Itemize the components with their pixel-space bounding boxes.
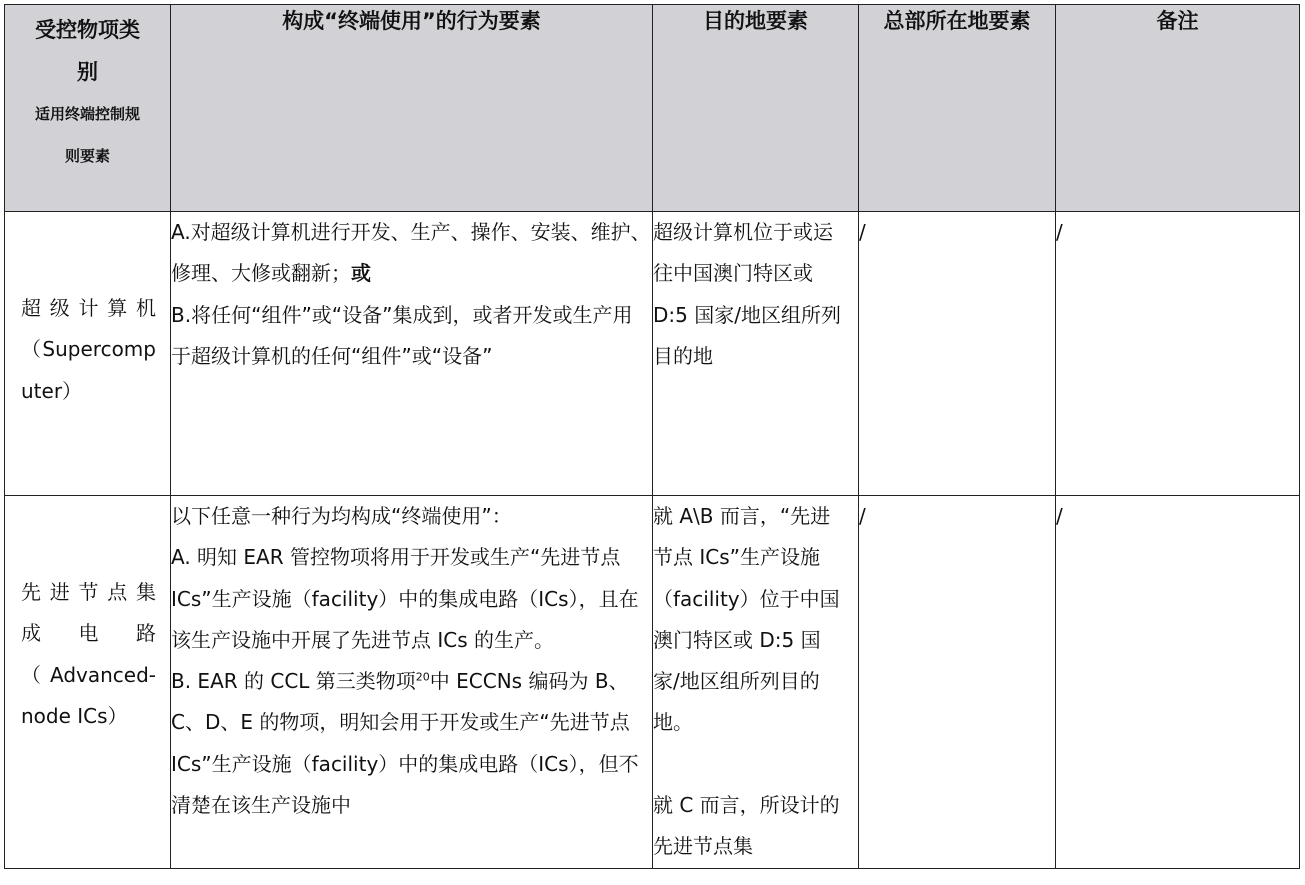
conduct-b [171,661,652,826]
destination-cell: 超级计算机位于或运往中国澳门特区或 D:5 国家/地区组所列目的地 [653,212,859,496]
conduct-intro: 以下任意一种行为均构成“终端使用”： [171,504,512,528]
conduct-a: A. 明知 EAR 管控物项将用于开发或生产“先进节点 ICs”生产设施（facility）中的集成电路（ICs），且在该生产设施中开展了先进节点 ICs 的生产。 [171,545,639,652]
header-remarks: 备注 [1056,5,1300,212]
category-cell [5,212,171,496]
category-line: 成 电 路 [21,621,156,646]
category-line: 超级计算机 [21,296,156,320]
header-category-sub-line1: 适用终端控制规 [34,105,140,123]
header-conduct: 构成“终端使用”的行为要素 [171,5,653,212]
destination-cell [653,496,859,869]
table-row [5,212,1300,496]
remarks-cell: / [1056,496,1300,869]
category-line: 先进节点集 [21,580,156,604]
header-category-sub-line2: 则要素 [64,147,110,165]
hq-cell: / [859,496,1056,869]
category-cell [5,496,171,869]
category-line: （Advanced- [21,662,156,687]
remarks-cell: / [1056,212,1300,496]
hq-cell: / [859,212,1056,496]
conduct-or: 或 [351,261,371,286]
end-use-table [4,4,1300,869]
category-line: （Supercomp [21,337,156,362]
destination-ab: 就 A\B 而言，“先进节点 ICs”生产设施（facility）位于中国澳门特区或 D:5 国家/地区组所列目的地。 [653,504,840,735]
category-line: node ICs） [21,703,128,728]
conduct-b-post: 中 ECCNs 编码为 B、C、D、E 的物项，明知会用于开发或生产“先进节点 ICs”生产设施（facility）中的集成电路（ICs），但不清楚在该生产设施中 [171,669,639,818]
header-destination: 目的地要素 [653,5,859,212]
conduct-cell [171,496,653,869]
header-category-line2: 别 [77,60,98,84]
header-hq: 总部所在地要素 [859,5,1056,212]
conduct-cell [171,212,653,496]
category-line: uter） [21,378,83,403]
conduct-b: B.将任何“组件”或“设备”集成到，或者开发或生产用于超级计算机的任何“组件”或“设备” [171,302,633,368]
conduct-b-pre: B. EAR 的 CCL 第三类物项 [171,669,416,694]
footnote-ref: 20 [415,670,430,684]
header-row [5,5,1300,212]
header-category-line1: 受控物项类 [35,18,140,42]
conduct-a: A.对超级计算机进行开发、生产、操作、安装、维护、修理、大修或翻新； [171,220,651,286]
spacer [653,744,846,785]
destination-c: 就 C 而言，所设计的先进节点集 [653,793,840,859]
table-row [5,496,1300,869]
header-category [5,5,171,212]
